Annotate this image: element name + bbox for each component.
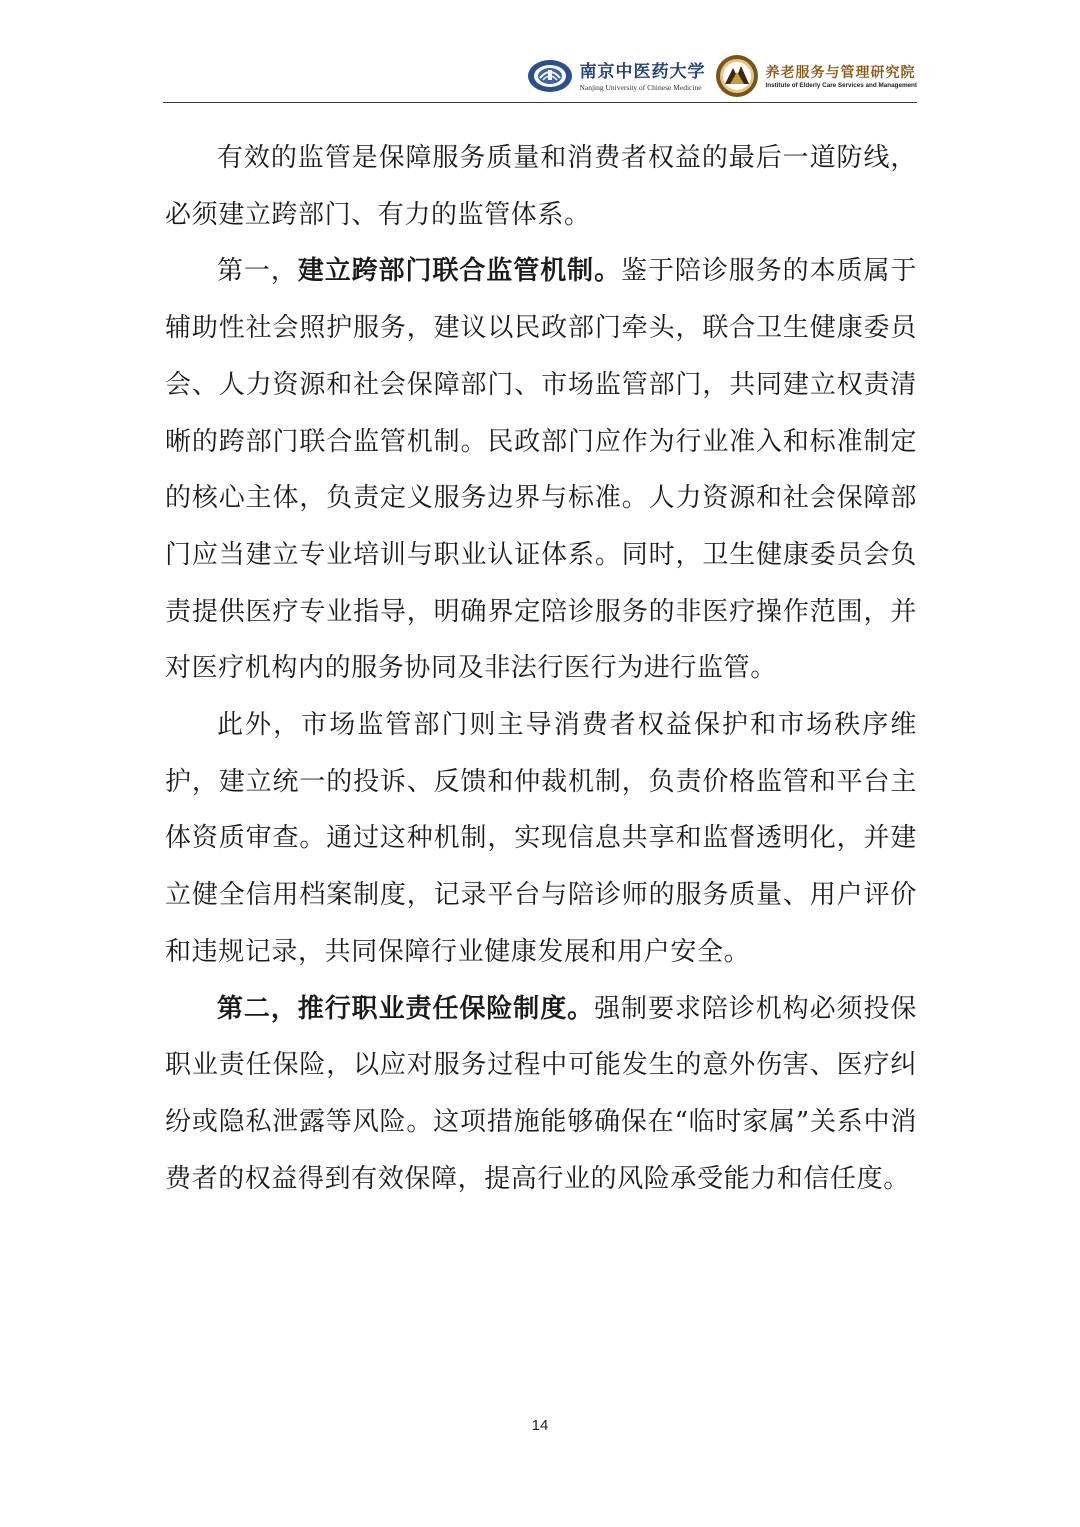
bold-heading: 建立跨部门联合监管机制。 <box>297 256 622 287</box>
institute-seal-icon <box>715 54 759 102</box>
text-segment: 有效的监管是保障服务质量和消费者权益的最后一道防线，必须建立跨部门、有力的监管体系。 <box>165 143 917 230</box>
institute-name-en: Institute of Elderly Care Services and Management <box>765 82 917 90</box>
university-name-cn: 南京中医药大学 <box>579 62 706 83</box>
text-segment: 强制要求陪诊机构必须投保职业责任保险，以应对服务过程中可能发生的意外伤害、医疗纠纷或隐私泄露等风险。这项措施能够确保在“临时家属”关系中消费者的权益得到有效保障，提高行业的风险承受能力和信任度。 <box>165 993 918 1194</box>
body-text <box>165 130 917 1207</box>
paragraph <box>165 130 917 243</box>
paragraph <box>165 981 917 1208</box>
institute-logo <box>715 54 917 102</box>
bold-heading: 第二，推行职业责任保险制度。 <box>217 993 595 1024</box>
page-number: 14 <box>531 1417 549 1434</box>
text-segment: 第一， <box>217 256 298 287</box>
paragraph <box>165 697 917 981</box>
university-emblem-icon <box>527 58 573 98</box>
institute-name-cn: 养老服务与管理研究院 <box>765 65 916 82</box>
header-divider <box>163 102 917 103</box>
university-name-en: Nanjing University of Chinese Medicine <box>579 83 702 93</box>
university-logo <box>527 58 705 98</box>
text-segment: 鉴于陪诊服务的本质属于辅助性社会照护服务，建议以民政部门牵头，联合卫生健康委员会、人力资源和社会保障部门、市场监管部门，共同建立权责清晰的跨部门联合监管机制。民政部门应作为行业准入和标准制定的核心主体，负责定义服务边界与标准。人力资源和社会保障部门应当建立专业培训与职业认证体系。同时，卫生健康委员会负责提供医疗专业指导，明确界定陪诊服务的非医疗操作范围，并对医疗机构内的服务协同及非法行医行为进行监管。 <box>165 256 917 684</box>
paragraph <box>165 243 917 697</box>
page-header <box>163 55 917 101</box>
text-segment: 此外，市场监管部门则主导消费者权益保护和市场秩序维护，建立统一的投诉、反馈和仲裁机制，负责价格监管和平台主体资质审查。通过这种机制，实现信息共享和监督透明化，并建立健全信用档案制度，记录平台与陪诊师的服务质量、用户评价和违规记录，共同保障行业健康发展和用户安全。 <box>165 710 917 967</box>
